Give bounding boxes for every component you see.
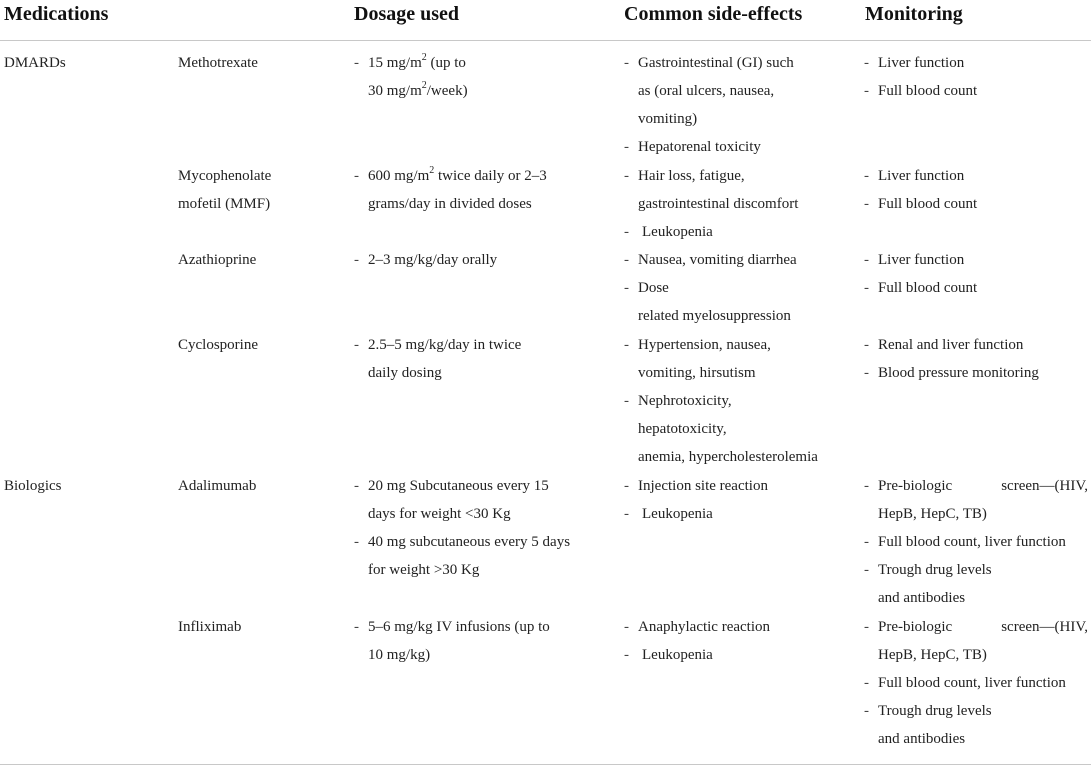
dosage-item-continued: grams/day in divided doses: [368, 196, 532, 212]
monitoring-item: - Trough drug levels: [864, 697, 1088, 725]
monitoring-item: [864, 472, 1088, 500]
monitoring-cell: [864, 49, 977, 105]
monitoring-item: - Full blood count: [864, 190, 977, 218]
drug-name-line: Cyclosporine: [178, 337, 258, 353]
side-effect-item: - Anaphylactic reaction: [624, 613, 770, 641]
drug-name-line: Mycophenolate: [178, 168, 272, 184]
side-effect-item: - Nephrotoxicity,: [624, 387, 818, 415]
drug-name-line: Azathioprine: [178, 252, 257, 268]
side-effects-cell: [624, 472, 768, 528]
dosage-cell: [354, 331, 521, 387]
monitoring-item: - Full blood count, liver function: [864, 528, 1088, 556]
monitoring-item-continued: and antibodies: [878, 590, 966, 606]
monitoring-item: [864, 613, 1088, 641]
header-dosage-used: Dosage used: [354, 3, 460, 25]
monitoring-item-continued: HepB, HepC, TB): [878, 647, 987, 663]
side-effect-item-continued: vomiting): [638, 111, 698, 127]
monitoring-item: - Liver function: [864, 162, 977, 190]
drug-name-line: Adalimumab: [178, 478, 257, 494]
monitoring-cell: [864, 162, 977, 218]
monitoring-item: - Trough drug levels: [864, 556, 1088, 584]
drug-name: [178, 472, 256, 500]
monitoring-item-continued: HepB, HepC, TB): [878, 506, 987, 522]
dosage-cell: [354, 162, 547, 218]
monitoring-cell: [864, 331, 1039, 387]
side-effect-item: - Hair loss, fatigue,: [624, 162, 798, 190]
drug-name: [178, 49, 258, 77]
side-effect-item: - Dose: [624, 274, 797, 302]
monitoring-item: - Renal and liver function: [864, 331, 1039, 359]
monitoring-text: screen—(HIV,: [1001, 619, 1088, 635]
monitoring-text: Pre-biologic: [878, 478, 953, 494]
side-effect-item: - Leukopenia: [624, 218, 798, 246]
dosage-item-continued: 10 mg/kg): [368, 647, 431, 663]
dosage-cell: [354, 49, 468, 105]
table-header-row: [0, 0, 1091, 41]
monitoring-item: - Blood pressure monitoring: [864, 359, 1039, 387]
side-effect-item: - Hypertension, nausea,: [624, 331, 818, 359]
drug-name: [178, 162, 271, 218]
side-effect-item: - Injection site reaction: [624, 472, 768, 500]
monitoring-item: - Full blood count, liver function: [864, 669, 1088, 697]
side-effects-cell: [624, 162, 798, 246]
header-medications: Medications: [4, 3, 109, 25]
monitoring-cell: [864, 246, 977, 302]
drug-name-line: Methotrexate: [178, 55, 258, 71]
monitoring-cell: [864, 613, 1088, 753]
dosage-item-continued: daily dosing: [368, 365, 442, 381]
side-effect-item: - Hepatorenal toxicity: [624, 133, 794, 161]
side-effect-item-continued: hepatotoxicity,: [638, 421, 727, 437]
monitoring-item: - Liver function: [864, 49, 977, 77]
side-effect-item-continued: related myelosuppression: [638, 308, 791, 324]
dosage-item: - 2.5–5 mg/kg/day in twice: [354, 331, 521, 359]
monitoring-cell: [864, 472, 1088, 612]
side-effects-cell: [624, 331, 818, 471]
monitoring-item: - Full blood count: [864, 274, 977, 302]
dosage-cell: [354, 246, 497, 274]
monitoring-item: - Full blood count: [864, 77, 977, 105]
side-effects-cell: [624, 613, 770, 669]
side-effects-cell: [624, 246, 797, 330]
drug-name-line: Infliximab: [178, 619, 242, 635]
dosage-item: - 600 $mg/m^2$ twice daily or 2–3: [354, 162, 547, 190]
group-label-biologics: Biologics: [4, 478, 62, 494]
side-effect-item: - Nausea, vomiting diarrhea: [624, 246, 797, 274]
side-effect-item-continued: gastrointestinal discomfort: [638, 196, 799, 212]
header-common-side-effects: Common side-effects: [624, 3, 803, 25]
dosage-item: - 20 mg Subcutaneous every 15: [354, 472, 570, 500]
dosage-item: - 15 $mg/m^2$ (up to: [354, 49, 468, 77]
dosage-cell: [354, 472, 570, 584]
monitoring-text: Pre-biologic: [878, 619, 953, 635]
side-effect-item-continued: vomiting, hirsutism: [638, 365, 756, 381]
dosage-item-continued: days for weight <30 Kg: [368, 506, 511, 522]
monitoring-text: screen—(HIV,: [1001, 478, 1088, 494]
group-label-dmards: DMARDs: [4, 55, 66, 71]
side-effect-item: - Leukopenia: [624, 641, 770, 669]
dosage-item: - 5–6 mg/kg IV infusions (up to: [354, 613, 550, 641]
dosage-item: - 40 mg subcutaneous every 5 days: [354, 528, 570, 556]
drug-name-line: mofetil (MMF): [178, 196, 271, 212]
side-effects-cell: [624, 49, 794, 161]
dosage-cell: [354, 613, 550, 669]
dosage-item: - 2–3 mg/kg/day orally: [354, 246, 497, 274]
monitoring-item: - Liver function: [864, 246, 977, 274]
dosage-item-continued: for weight >30 Kg: [368, 562, 480, 578]
side-effect-item-continued: as (oral ulcers, nausea,: [638, 83, 775, 99]
drug-name: [178, 246, 256, 274]
side-effect-item-continued: anemia, hypercholesterolemia: [638, 449, 818, 465]
dosage-item-continued: 30 $mg/m^2/week$): [368, 80, 468, 99]
side-effect-item: - Leukopenia: [624, 500, 768, 528]
table-bottom-rule: [0, 764, 1091, 765]
drug-name: [178, 331, 258, 359]
header-monitoring: Monitoring: [865, 3, 963, 25]
drug-name: [178, 613, 241, 641]
side-effect-item: - Gastrointestinal (GI) such: [624, 49, 794, 77]
monitoring-item-continued: and antibodies: [878, 731, 966, 747]
